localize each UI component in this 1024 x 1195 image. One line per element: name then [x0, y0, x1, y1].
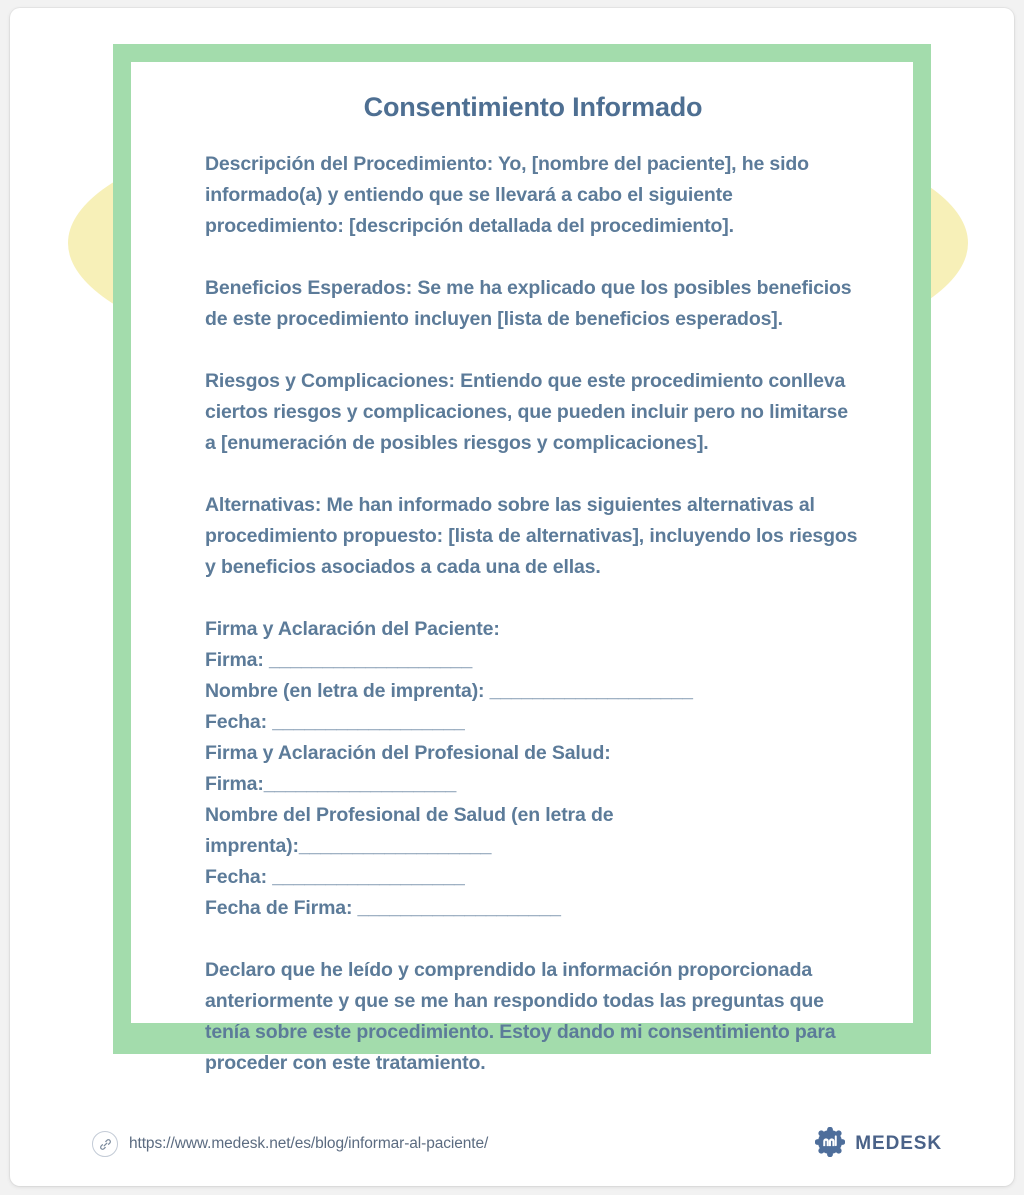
signature-line-professional-nombre: Nombre del Profesional de Salud (en letra de imprenta):__________________ [205, 804, 619, 857]
source-link[interactable] [92, 1131, 488, 1157]
link-icon [92, 1131, 118, 1157]
source-url-text: https://www.medesk.net/es/blog/informar-al-paciente/ [129, 1135, 489, 1152]
footer [10, 1116, 1014, 1172]
signature-line-professional-firma: Firma:__________________ [205, 773, 457, 795]
signature-line-patient-nombre: Nombre (en letra de imprenta): ___________________ [205, 680, 693, 702]
signature-line-patient-heading: Firma y Aclaración del Paciente: [205, 618, 500, 640]
paragraph-procedure-description: Descripción del Procedimiento: Yo, [nombre del paciente], he sido informado(a) y entiendo que se llevará a cabo el siguiente procedimiento: [descripción detallada del procedimiento]. [205, 153, 809, 237]
signature-line-patient-fecha: Fecha: __________________ [205, 711, 465, 733]
paragraph-risks-complications: Riesgos y Complicaciones: Entiendo que este procedimiento conlleva ciertos riesgos y complicaciones, que pueden incluir pero no limitarse a [enumeración de posibles riesgos y complicaciones]. [205, 370, 848, 454]
paragraph-declaration: Declaro que he leído y comprendido la información proporcionada anteriormente y que se me han respondido todas las preguntas que tenía sobre este procedimiento. Estoy dando mi consentimiento para proceder con este tratamiento. [205, 959, 836, 1074]
consent-document-sheet [131, 62, 913, 1074]
medesk-logo [815, 1127, 942, 1162]
signature-block [205, 614, 861, 924]
consent-document-frame [113, 44, 931, 1074]
page-title: Consentimiento Informado [363, 92, 703, 122]
signature-line-professional-heading: Firma y Aclaración del Profesional de Salud: [205, 742, 611, 764]
paragraph-alternatives: Alternativas: Me han informado sobre las siguientes alternativas al procedimiento propuesto: [lista de alternativas], incluyendo los riesgos y beneficios asociados a cada una de ellas. [205, 494, 858, 578]
signature-line-fecha-de-firma: Fecha de Firma: ___________________ [205, 897, 561, 919]
signature-line-patient-firma: Firma: ___________________ [205, 649, 473, 671]
page-card [10, 8, 1014, 1186]
signature-line-professional-fecha: Fecha: __________________ [205, 866, 465, 888]
medesk-brand-name: MEDESK [855, 1133, 942, 1154]
medesk-badge-icon [815, 1127, 845, 1162]
paragraph-expected-benefits: Beneficios Esperados: Se me ha explicado que los posibles beneficios de este procedimiento incluyen [lista de beneficios esperados]. [205, 277, 852, 330]
